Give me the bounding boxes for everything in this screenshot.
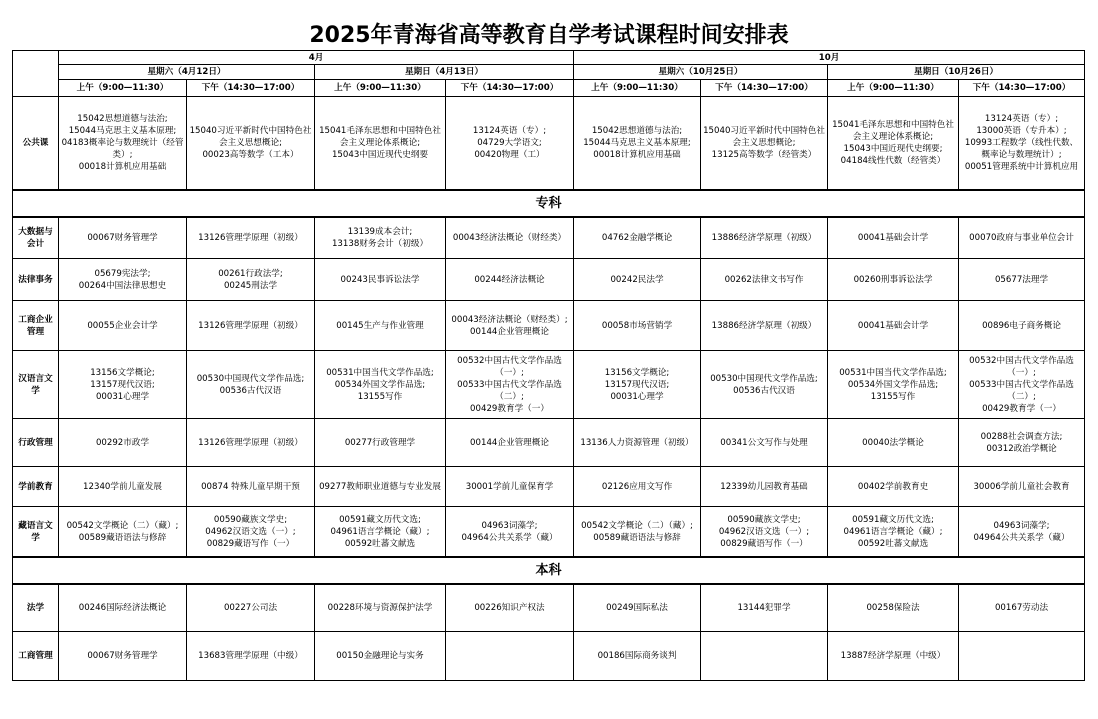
course-cell: 13886经济学原理（初级） [701, 301, 828, 351]
schedule-row [13, 507, 1085, 558]
month-header: 10月 [574, 51, 1085, 65]
course-cell: 13124英语（专）; 13000英语（专升本）; 10993工程数学（线性代数、概率论与数理统计）; 00051管理系统中计算机应用 [959, 97, 1085, 191]
course-cell: 00226知识产权法 [446, 584, 574, 632]
day-header: 星期六（10月25日） [574, 65, 828, 80]
row-category-label: 工商管理 [13, 632, 59, 681]
course-cell: 05679宪法学; 00264中国法律思想史 [59, 259, 187, 301]
row-category-label: 法学 [13, 584, 59, 632]
course-cell: 13683管理学原理（中级） [187, 632, 315, 681]
schedule-row [13, 632, 1085, 681]
course-cell: 04963词藻学; 04964公共关系学（藏） [959, 507, 1085, 558]
course-cell: 00227公司法 [187, 584, 315, 632]
schedule-body [13, 51, 1085, 681]
page-title: 2025年青海省高等教育自学考试课程时间安排表 [309, 23, 789, 48]
course-cell: 05677法理学 [959, 259, 1085, 301]
row-category-label: 行政管理 [13, 419, 59, 467]
course-cell: 13886经济学原理（初级） [701, 217, 828, 259]
schedule-row [13, 301, 1085, 351]
month-header: 4月 [59, 51, 574, 65]
day-header-row [13, 65, 1085, 80]
course-cell: 00532中国古代文学作品选（一）; 00533中国古代文学作品选（二）; 00429教育学（一） [959, 351, 1085, 419]
course-cell: 00260刑事诉讼法学 [828, 259, 959, 301]
course-cell: 00041基础会计学 [828, 301, 959, 351]
section-row [13, 557, 1085, 584]
course-cell: 00591藏文历代文选; 04961语言学概论（藏）; 00592吐蕃文献选 [828, 507, 959, 558]
course-cell: 12339幼儿园教育基础 [701, 467, 828, 507]
row-category-label: 学前教育 [13, 467, 59, 507]
course-cell: 00067财务管理学 [59, 632, 187, 681]
course-cell: 00243民事诉讼法学 [315, 259, 446, 301]
row-category-label: 汉语言文学 [13, 351, 59, 419]
course-cell: 00040法学概论 [828, 419, 959, 467]
course-cell: 00874 特殊儿童早期干预 [187, 467, 315, 507]
course-cell: 12340学前儿童发展 [59, 467, 187, 507]
course-cell: 02126应用文写作 [574, 467, 701, 507]
course-cell: 00590藏族文学史; 04962汉语文选（一）; 00829藏语写作（一） [187, 507, 315, 558]
course-cell: 00531中国当代文学作品选; 00534外国文学作品选; 13155写作 [315, 351, 446, 419]
section-row [13, 190, 1085, 217]
course-cell: 30006学前儿童社会教育 [959, 467, 1085, 507]
session-am-header: 上午（9:00—11:30） [59, 80, 187, 97]
schedule-row [13, 467, 1085, 507]
course-cell: 00242民法学 [574, 259, 701, 301]
course-cell: 13124英语（专）; 04729大学语文; 00420物理（工） [446, 97, 574, 191]
course-cell: 04963词藻学; 04964公共关系学（藏） [446, 507, 574, 558]
course-cell: 00244经济法概论 [446, 259, 574, 301]
schedule-row [13, 351, 1085, 419]
schedule-row [13, 97, 1085, 191]
course-cell: 00043经济法概论（财经类）; 00144企业管理概论 [446, 301, 574, 351]
schedule-row [13, 259, 1085, 301]
month-header-row [13, 51, 1085, 65]
course-cell: 13126管理学原理（初级） [187, 419, 315, 467]
course-cell: 00055企业会计学 [59, 301, 187, 351]
course-cell: 00058市场营销学 [574, 301, 701, 351]
row-category-label: 法律事务 [13, 259, 59, 301]
corner-cell [13, 51, 59, 97]
course-cell: 00144企业管理概论 [446, 419, 574, 467]
session-pm-header: 下午（14:30—17:00） [701, 80, 828, 97]
session-header-row [13, 80, 1085, 97]
course-cell: 13156文学概论; 13157现代汉语; 00031心理学 [574, 351, 701, 419]
course-cell: 00531中国当代文学作品选; 00534外国文学作品选; 13155写作 [828, 351, 959, 419]
session-pm-header: 下午（14:30—17:00） [959, 80, 1085, 97]
course-cell: 15041毛泽东思想和中国特色社会主义理论体系概论; 15043中国近现代史纲要 [315, 97, 446, 191]
course-cell: 00070政府与事业单位会计 [959, 217, 1085, 259]
session-pm-header: 下午（14:30—17:00） [446, 80, 574, 97]
course-cell: 13144犯罪学 [701, 584, 828, 632]
course-cell: 15040习近平新时代中国特色社会主义思想概论; 13125高等数学（经管类） [701, 97, 828, 191]
course-cell: 00262法律文书写作 [701, 259, 828, 301]
row-category-label: 大数据与会计 [13, 217, 59, 259]
course-cell: 00246国际经济法概论 [59, 584, 187, 632]
day-header: 星期六（4月12日） [59, 65, 315, 80]
session-am-header: 上午（9:00—11:30） [315, 80, 446, 97]
course-cell: 00228环境与资源保护法学 [315, 584, 446, 632]
course-cell: 00288社会调查方法; 00312政治学概论 [959, 419, 1085, 467]
course-cell: 04762金融学概论 [574, 217, 701, 259]
course-cell: 00590藏族文学史; 04962汉语文选（一）; 00829藏语写作（一） [701, 507, 828, 558]
day-header: 星期日（4月13日） [315, 65, 574, 80]
course-cell: 00145生产与作业管理 [315, 301, 446, 351]
course-cell: 15041毛泽东思想和中国特色社会主义理论体系概论; 15043中国近现代史纲要; 04184线性代数（经管类） [828, 97, 959, 191]
course-cell: 00261行政法学; 00245刑法学 [187, 259, 315, 301]
row-category-label: 公共课 [13, 97, 59, 191]
schedule-row [13, 584, 1085, 632]
session-am-header: 上午（9:00—11:30） [574, 80, 701, 97]
course-cell: 15042思想道德与法治; 15044马克思主义基本原理; 00018计算机应用基础 [574, 97, 701, 191]
session-pm-header: 下午（14:30—17:00） [187, 80, 315, 97]
section-header: 专科 [13, 190, 1085, 217]
course-cell: 15040习近平新时代中国特色社会主义思想概论; 00023高等数学（工本） [187, 97, 315, 191]
course-cell: 13126管理学原理（初级） [187, 301, 315, 351]
course-cell: 13136人力资源管理（初级） [574, 419, 701, 467]
course-cell: 00532中国古代文学作品选（一）; 00533中国古代文学作品选（二）; 00429教育学（一） [446, 351, 574, 419]
row-category-label: 藏语言文学 [13, 507, 59, 558]
course-cell: 00530中国现代文学作品选; 00536古代汉语 [187, 351, 315, 419]
course-cell: 00591藏文历代文选; 04961语言学概论（藏）; 00592吐蕃文献选 [315, 507, 446, 558]
course-cell: 00896电子商务概论 [959, 301, 1085, 351]
course-cell: 13126管理学原理（初级） [187, 217, 315, 259]
section-header: 本科 [13, 557, 1085, 584]
course-cell: 13156文学概论; 13157现代汉语; 00031心理学 [59, 351, 187, 419]
schedule-row [13, 217, 1085, 259]
course-cell: 00043经济法概论（财经类） [446, 217, 574, 259]
day-header: 星期日（10月26日） [828, 65, 1085, 80]
course-cell [959, 632, 1085, 681]
schedule-table [12, 50, 1085, 681]
course-cell: 00258保险法 [828, 584, 959, 632]
course-cell: 00186国际商务谈判 [574, 632, 701, 681]
course-cell: 13887经济学原理（中级） [828, 632, 959, 681]
course-cell: 00402学前教育史 [828, 467, 959, 507]
course-cell: 00341公文写作与处理 [701, 419, 828, 467]
course-cell: 13139成本会计; 13138财务会计（初级） [315, 217, 446, 259]
course-cell: 09277教师职业道德与专业发展 [315, 467, 446, 507]
course-cell: 00150金融理论与实务 [315, 632, 446, 681]
course-cell: 00249国际私法 [574, 584, 701, 632]
session-am-header: 上午（9:00—11:30） [828, 80, 959, 97]
course-cell: 00277行政管理学 [315, 419, 446, 467]
course-cell: 00542文学概论（二）（藏）; 00589藏语语法与修辞 [574, 507, 701, 558]
schedule-row [13, 419, 1085, 467]
course-cell: 30001学前儿童保育学 [446, 467, 574, 507]
row-category-label: 工商企业管理 [13, 301, 59, 351]
course-cell: 00292市政学 [59, 419, 187, 467]
course-cell [701, 632, 828, 681]
course-cell: 00542文学概论（二）（藏）; 00589藏语语法与修辞 [59, 507, 187, 558]
course-cell [446, 632, 574, 681]
course-cell: 15042思想道德与法治; 15044马克思主义基本原理; 04183概率论与数理统计（经管类）; 00018计算机应用基础 [59, 97, 187, 191]
course-cell: 00530中国现代文学作品选; 00536古代汉语 [701, 351, 828, 419]
course-cell: 00041基础会计学 [828, 217, 959, 259]
course-cell: 00167劳动法 [959, 584, 1085, 632]
course-cell: 00067财务管理学 [59, 217, 187, 259]
